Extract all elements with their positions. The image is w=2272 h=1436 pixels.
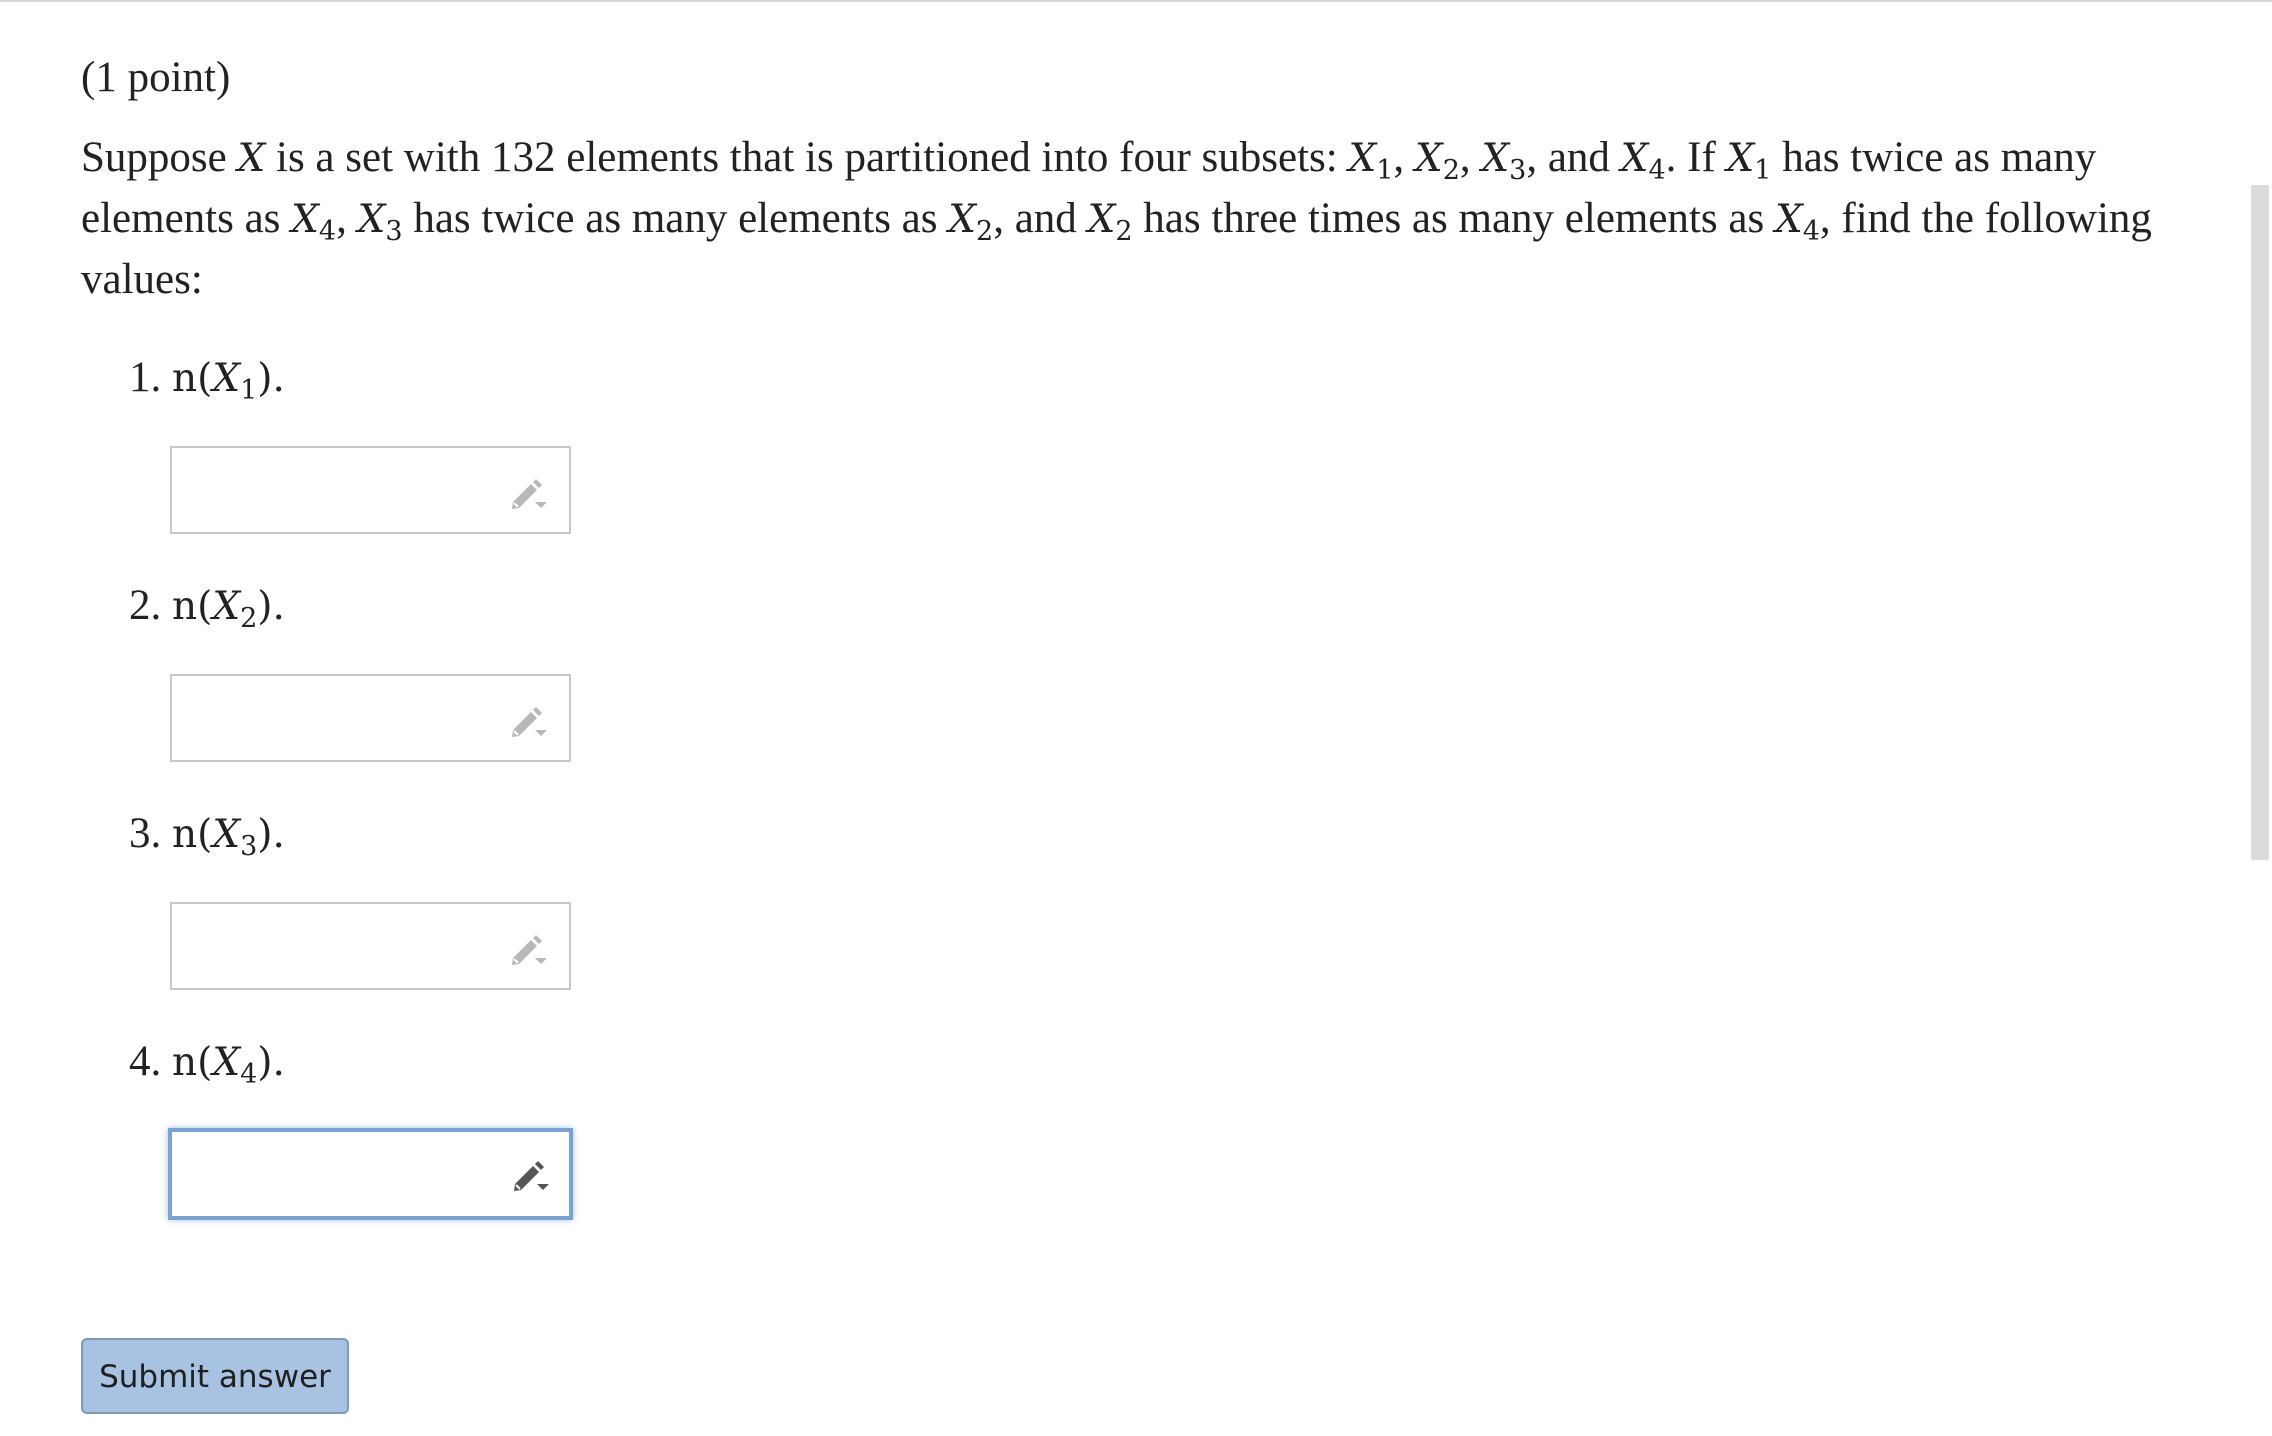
answer-box-2[interactable] [170, 674, 571, 762]
scrollbar-thumb[interactable] [2251, 185, 2269, 860]
answer-box-1[interactable] [170, 446, 571, 534]
math-var: $X_4$ [291, 197, 337, 247]
math-var: $X_4$ [1774, 197, 1820, 247]
pencil-icon[interactable] [511, 1158, 551, 1194]
math-var: $X_3$ [357, 197, 403, 247]
math-var: $X_2$ [948, 197, 994, 247]
math-var: $X_3$ [1481, 136, 1527, 186]
answer-box-4[interactable] [168, 1128, 573, 1220]
top-divider [0, 0, 2272, 2]
answer-input-4[interactable] [172, 1132, 569, 1216]
problem-statement: Suppose X is a set with 132 elements that is partitioned into four subsets: $X_1$, $X_2$, $X_3$, and $X_4$. If $X_1$ has twice as many elements as $X_4$, $X_3$ has twice as many elements as $X_2$, and $X_2$ has three times as many elements as $X_4$, find the following values: [81, 134, 2152, 303]
submit-answer-button[interactable]: Submit answer [81, 1338, 349, 1414]
math-var: X [237, 136, 266, 181]
answer-box-3[interactable] [170, 902, 571, 990]
part-2-label: 2. $n(X_2)$. [129, 582, 285, 634]
point-value: (1 point) [81, 54, 231, 101]
part-1-label: 1. $n(X_1)$. [129, 354, 285, 406]
math-var: $X_2$ [1087, 197, 1133, 247]
math-var: $X_1$ [1348, 136, 1394, 186]
pencil-icon[interactable] [509, 476, 549, 512]
pencil-icon[interactable] [509, 932, 549, 968]
pencil-icon[interactable] [509, 704, 549, 740]
math-var: $X_2$ [1414, 136, 1460, 186]
part-3-label: 3. $n(X_3)$. [129, 810, 285, 862]
part-4-label: 4. $n(X_4)$. [129, 1038, 285, 1090]
math-var: $X_4$ [1620, 136, 1666, 186]
math-var: $X_1$ [1726, 136, 1772, 186]
